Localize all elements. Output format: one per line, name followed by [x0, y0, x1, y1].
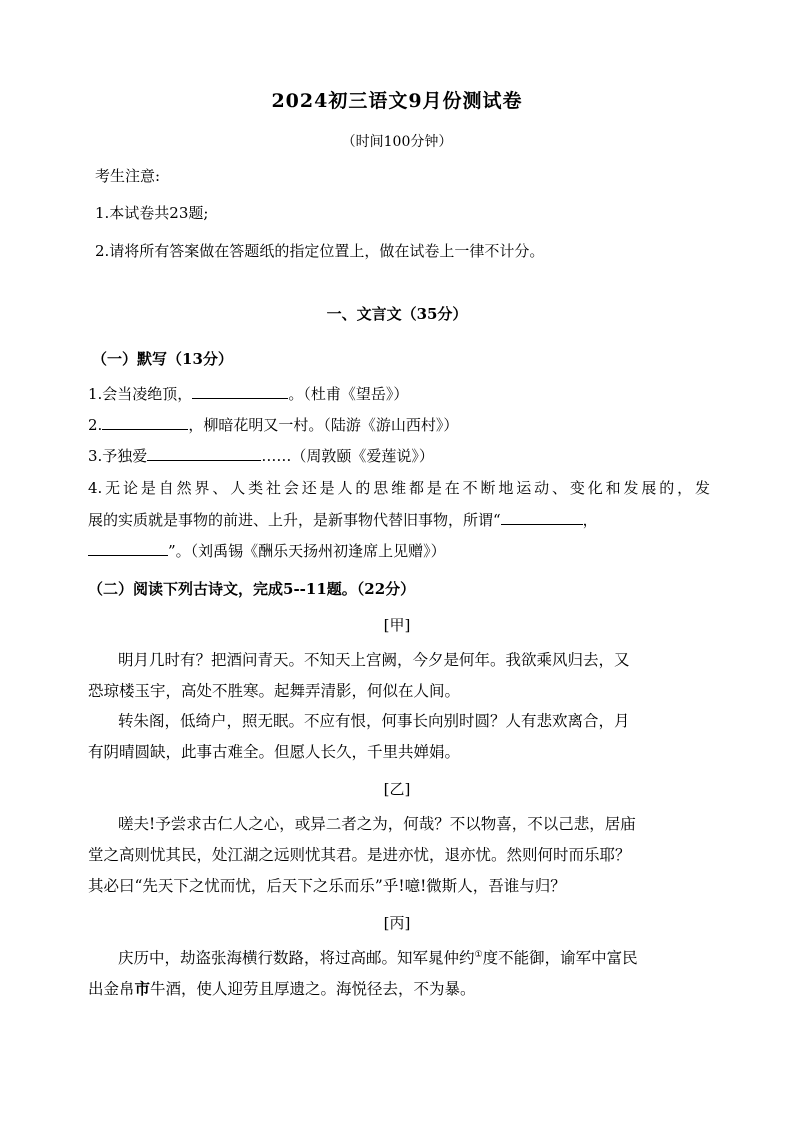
section-title: 一、文言文（35分） [326, 305, 468, 323]
time-limit: （时间100分钟） [341, 134, 453, 150]
question-4-text: 展的实质就是事物的前进、上升，是新事物代替旧事物，所谓“ [88, 511, 501, 529]
passage-bing-text-1b: 度不能御，谕军中富民 [482, 949, 638, 967]
question-1-source: 。（杜甫《望岳》） [288, 385, 409, 403]
passage-jia-line-1: 明月几时有？把酒问青天。不知天上宫阙，今夕是何年。我欲乘风归去，又 [118, 651, 630, 669]
passage-jia-line-4: 有阴晴圆缺，此事古难全。但愿人长久，千里共婵娟。 [88, 743, 461, 761]
passage-bing-label: [丙] [383, 914, 411, 932]
question-3 [88, 445, 794, 466]
answer-blank-4b[interactable] [88, 541, 168, 556]
part1-heading: （一）默写（13分） [92, 350, 233, 368]
answer-blank-4a[interactable] [501, 510, 583, 525]
answer-blank-1[interactable] [192, 384, 288, 399]
notice-heading: 考生注意: [95, 167, 161, 185]
question-4-line-2 [88, 509, 794, 530]
footnote-marker: ① [474, 949, 483, 960]
question-2-number: 2. [88, 416, 103, 434]
passage-bing-text-2a: 出金帛 [88, 980, 135, 998]
passage-bing-text-2b: 牛酒，使人迎劳且厚遗之。海悦径去，不为暴。 [150, 980, 476, 998]
passage-jia-label: [甲] [383, 616, 411, 634]
answer-blank-3[interactable] [147, 446, 261, 461]
passage-yi-line-2: 堂之高则忧其民，处江湖之远则忧其君。是进亦忧，退亦忧。然则何时而乐耶？ [88, 846, 631, 864]
passage-yi-label: [乙] [383, 780, 411, 798]
question-1-text: 1.会当凌绝顶， [88, 385, 193, 403]
question-4-comma: ， [582, 511, 598, 529]
question-2 [88, 414, 794, 435]
notice-item-2: 2.请将所有答案做在答题纸的指定位置上，做在试卷上一律不计分。 [95, 242, 545, 260]
question-2-text: ，柳暗花明又一村。（陆游《游山西村》） [188, 416, 459, 434]
question-4-line-3 [88, 540, 794, 561]
passage-yi-line-3: 其必曰“先天下之忧而忧，后天下之乐而乐”乎!噫!微斯人，吾谁与归？ [88, 877, 566, 895]
passage-yi-line-1: 嗟夫!予尝求古仁人之心，或异二者之为，何哉？不以物喜，不以己悲，居庙 [118, 815, 636, 833]
answer-blank-2[interactable] [102, 415, 188, 430]
passage-bing-text-1a: 庆历中，劫盗张海横行数路，将过高邮。知军晁仲约 [118, 949, 475, 967]
passage-bing-keyword: 市 [134, 979, 151, 998]
question-1 [88, 383, 794, 404]
passage-bing-line-1 [118, 946, 740, 968]
question-3-text: 3.予独爱 [88, 447, 148, 465]
passage-jia-line-3: 转朱阁，低绮户，照无眠。不应有恨，何事长向别时圆？人有悲欢离合，月 [118, 712, 630, 730]
part2-heading: （二）阅读下列古诗文，完成5--11题。（22分） [88, 580, 416, 598]
question-3-source: ……（周敦颐《爱莲说》） [261, 447, 434, 465]
passage-bing-line-2 [88, 977, 710, 999]
question-4-line-1: 4.无论是自然界、人类社会还是人的思维都是在不断地运动、变化和发展的，发 [88, 479, 710, 497]
page-title: 2024初三语文9月份测试卷 [271, 90, 523, 112]
question-4-source: ”。（刘禹锡《酬乐天扬州初逢席上见赠》） [168, 542, 446, 560]
passage-jia-line-2: 恐琼楼玉宇，高处不胜寒。起舞弄清影，何似在人间。 [88, 682, 461, 700]
notice-item-1: 1.本试卷共23题; [95, 204, 209, 222]
